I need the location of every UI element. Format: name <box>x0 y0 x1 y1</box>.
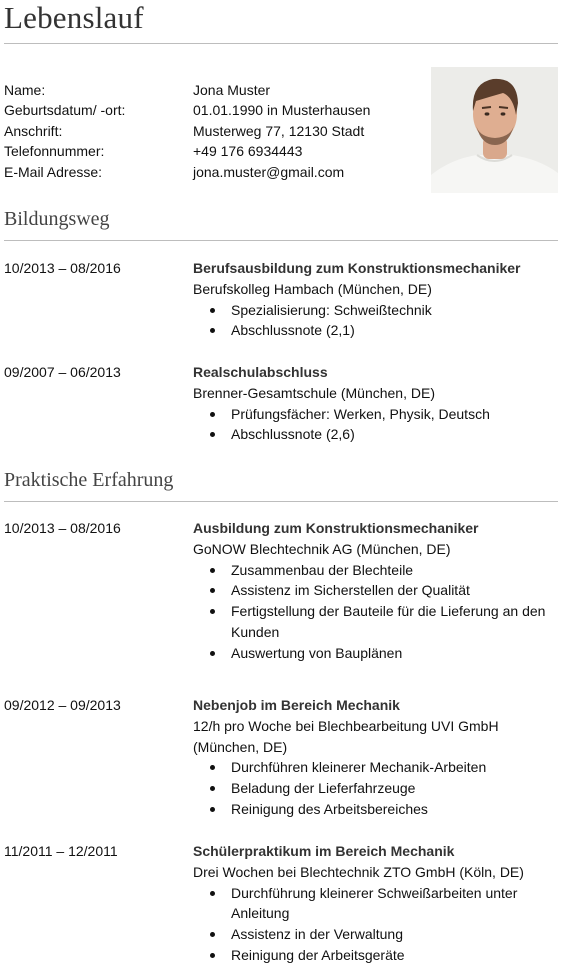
experience-entry <box>4 695 558 820</box>
section-heading-experience: Praktische Erfahrung <box>4 469 174 491</box>
entry-subtitle: Brenner-Gesamtschule (München, DE) <box>193 384 435 401</box>
personal-label: Geburtsdatum/ -ort: <box>4 102 126 119</box>
list-item <box>193 300 558 321</box>
list-item <box>193 945 558 966</box>
personal-row-email <box>4 162 370 182</box>
list-item-text: Assistenz im Sicherstellen der Qualität <box>231 582 470 599</box>
bullet-icon <box>210 953 215 958</box>
list-item-text: Abschlussnote (2,6) <box>231 426 355 443</box>
entry-bullet-list <box>193 757 558 819</box>
entry-bullet-list <box>193 404 558 446</box>
entry-date: 09/2007 – 06/2013 <box>4 364 121 380</box>
entry-title: Realschulabschluss <box>193 364 328 380</box>
experience-entry <box>4 518 558 664</box>
personal-row-name <box>4 80 370 100</box>
education-entry <box>4 258 558 341</box>
entry-title: Schülerpraktikum im Bereich Mechanik <box>193 843 455 859</box>
list-item-text: Fertigstellung der Bauteile für die Lieferung an den Kunden <box>231 603 546 640</box>
bullet-icon <box>210 891 215 896</box>
list-item <box>193 778 558 799</box>
bullet-icon <box>210 412 215 417</box>
entry-subtitle: Berufskolleg Hambach (München, DE) <box>193 280 432 297</box>
personal-label: E-Mail Adresse: <box>4 163 103 180</box>
personal-value: +49 176 6934443 <box>193 143 303 160</box>
personal-label: Telefonnummer: <box>4 143 105 160</box>
personal-label: Name: <box>4 82 46 98</box>
bullet-icon <box>210 807 215 812</box>
list-item-text: Beladung der Lieferfahrzeuge <box>231 780 416 797</box>
list-item <box>193 799 558 820</box>
personal-info <box>4 80 370 182</box>
title-divider <box>4 43 558 44</box>
education-divider <box>4 240 558 241</box>
bullet-icon <box>210 432 215 437</box>
list-item-text: Auswertung von Bauplänen <box>231 644 403 661</box>
list-item <box>193 643 558 664</box>
page-title: Lebenslauf <box>4 0 144 35</box>
entry-date: 10/2013 – 08/2016 <box>4 260 121 276</box>
entry-bullet-list <box>193 560 558 664</box>
entry-subtitle: 12/h pro Woche bei Blechbearbeitung UVI GmbH (München, DE) <box>193 717 499 755</box>
list-item-text: Reinigung des Arbeitsbereiches <box>231 800 428 817</box>
entry-title: Nebenjob im Bereich Mechanik <box>193 697 400 713</box>
list-item <box>193 404 558 425</box>
list-item <box>193 424 558 445</box>
bullet-icon <box>210 568 215 573</box>
list-item <box>193 757 558 778</box>
personal-row-birth <box>4 100 370 120</box>
list-item <box>193 320 558 341</box>
entry-subtitle: Drei Wochen bei Blechtechnik ZTO GmbH (Köln, DE) <box>193 863 524 880</box>
list-item-text: Durchführen kleinerer Mechanik-Arbeiten <box>231 759 487 776</box>
list-item-text: Zusammenbau der Blechteile <box>231 561 414 578</box>
list-item <box>193 560 558 581</box>
education-entry <box>4 362 558 445</box>
personal-row-phone <box>4 141 370 161</box>
list-item-text: Spezialisierung: Schweißtechnik <box>231 301 432 318</box>
list-item-text: Reinigung der Arbeitsgeräte <box>231 946 405 963</box>
bullet-icon <box>210 932 215 937</box>
entry-bullet-list <box>193 883 558 966</box>
bullet-icon <box>210 328 215 333</box>
list-item <box>193 601 558 643</box>
list-item-text: Abschlussnote (2,1) <box>231 322 355 339</box>
list-item-text: Prüfungsfächer: Werken, Physik, Deutsch <box>231 405 490 422</box>
list-item-text: Durchführung kleinerer Schweißarbeiten unter Anleitung <box>231 884 518 922</box>
personal-value: Musterweg 77, 12130 Stadt <box>193 122 365 139</box>
entry-date: 11/2011 – 12/2011 <box>4 843 118 859</box>
bullet-icon <box>210 308 215 313</box>
experience-divider <box>4 501 558 502</box>
list-item <box>193 883 558 925</box>
personal-row-address <box>4 121 370 141</box>
list-item <box>193 924 558 945</box>
bullet-icon <box>210 588 215 593</box>
entry-date: 09/2012 – 09/2013 <box>4 697 121 713</box>
list-item <box>193 580 558 601</box>
personal-value: Jona Muster <box>193 82 271 98</box>
entry-subtitle: GoNOW Blechtechnik AG (München, DE) <box>193 540 451 557</box>
section-heading-education: Bildungsweg <box>4 208 110 230</box>
bullet-icon <box>210 765 215 770</box>
bullet-icon <box>210 651 215 656</box>
entry-date: 10/2013 – 08/2016 <box>4 520 121 536</box>
personal-value: jona.muster@gmail.com <box>193 163 345 180</box>
entry-title: Berufsausbildung zum Konstruktionsmechaniker <box>193 260 521 276</box>
personal-label: Anschrift: <box>4 122 63 139</box>
bullet-icon <box>210 786 215 791</box>
personal-value: 01.01.1990 in Musterhausen <box>193 102 371 119</box>
bullet-icon <box>210 609 215 614</box>
experience-entry <box>4 841 558 966</box>
entry-bullet-list <box>193 300 558 342</box>
list-item-text: Assistenz in der Verwaltung <box>231 926 403 943</box>
entry-title: Ausbildung zum Konstruktionsmechaniker <box>193 520 479 536</box>
profile-photo <box>431 67 558 193</box>
